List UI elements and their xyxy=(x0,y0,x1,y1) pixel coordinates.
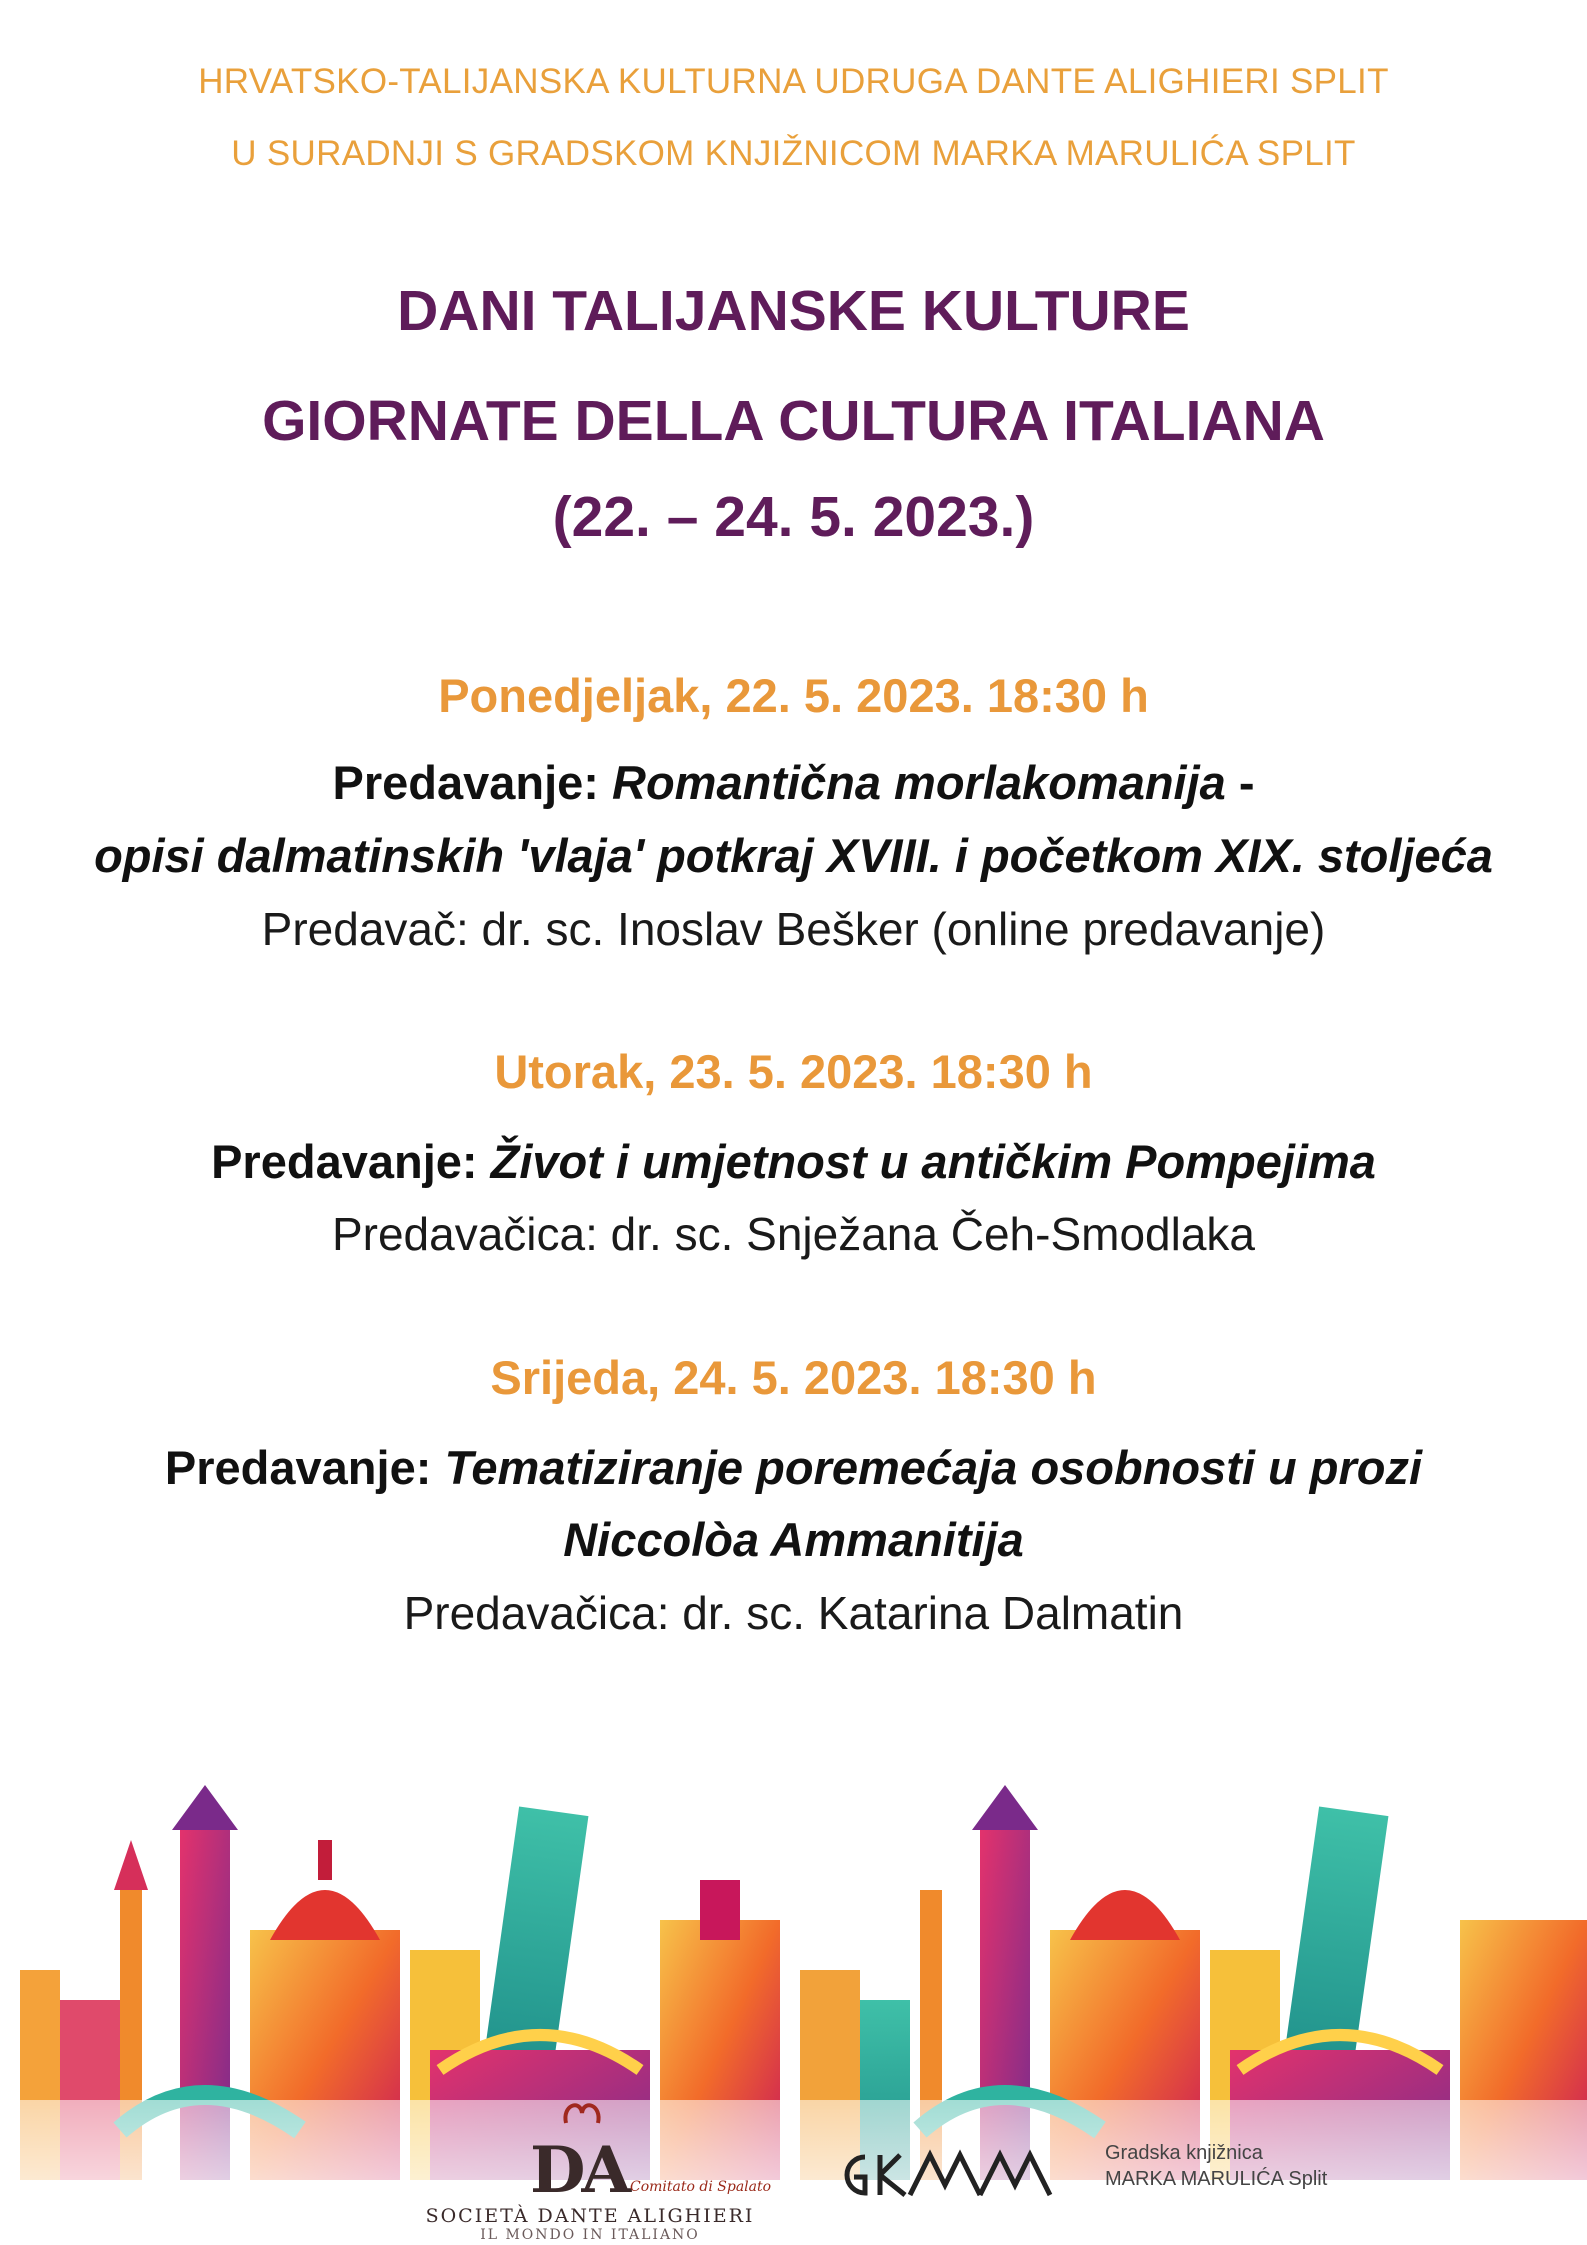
event-1-dash: - xyxy=(1225,756,1255,809)
dante-motto: IL MONDO IN ITALIANO xyxy=(480,2227,700,2243)
dante-logo-mark: DA xyxy=(530,2133,628,2208)
event-3-title-part-1: Tematiziranje poremećaja osobnosti u prozi xyxy=(444,1441,1423,1494)
org-line-1: HRVATSKO-TALIJANSKA KULTURNA UDRUGA DANTE ALIGHIERI SPLIT xyxy=(198,62,1389,101)
event-3-title-part-2: Niccolòa Ammanitija xyxy=(563,1513,1024,1566)
gkmm-logo-icon xyxy=(830,2145,1080,2205)
event-1-title-part-2: opisi dalmatinskih 'vlaja' potkraj XVIII. i početkom XIX. stoljeća xyxy=(94,829,1493,882)
footer-logos xyxy=(0,2095,1587,2245)
event-1-speaker: Predavač: dr. sc. Inoslav Bešker (online predavanje) xyxy=(261,903,1326,955)
event-3-prefix: Predavanje: xyxy=(164,1441,445,1494)
event-2-title: Život i umjetnost u antičkim Pompejima xyxy=(490,1135,1376,1188)
org-line-2: U SURADNJI S GRADSKOM KNJIŽNICOM MARKA MARULIĆA SPLIT xyxy=(231,134,1356,173)
library-name-line-1: Gradska knjižnica xyxy=(1105,2142,1263,2164)
library-logo-text xyxy=(1105,2140,1327,2192)
event-3-speaker: Predavačica: dr. sc. Katarina Dalmatin xyxy=(403,1587,1184,1639)
dante-ornament-icon xyxy=(560,2095,604,2131)
title-line-1: DANI TALIJANSKE KULTURE xyxy=(397,279,1190,343)
event-1-prefix: Predavanje: xyxy=(332,756,613,809)
event-1-lecture-line-1 xyxy=(0,755,1587,810)
event-3-lecture-line-2 xyxy=(0,1512,1587,1567)
event-1-day: Ponedjeljak, 22. 5. 2023. 18:30 h xyxy=(438,669,1149,722)
library-name-line-2: MARKA MARULIĆA Split xyxy=(1105,2168,1328,2190)
dante-comitato: Comitato di Spalato xyxy=(630,2179,772,2195)
title-line-2: GIORNATE DELLA CULTURA ITALIANA xyxy=(262,389,1325,453)
dante-alighieri-logo xyxy=(400,2095,780,2245)
title-dates: (22. – 24. 5. 2023.) xyxy=(552,485,1035,549)
event-1-lecture-line-2 xyxy=(0,828,1587,883)
event-1-title-part-1: Romantična morlakomanija xyxy=(612,756,1226,809)
event-2-day: Utorak, 23. 5. 2023. 18:30 h xyxy=(494,1045,1093,1098)
event-3-lecture-line-1 xyxy=(0,1440,1587,1495)
event-3-day: Srijeda, 24. 5. 2023. 18:30 h xyxy=(490,1351,1097,1404)
dante-society-name: SOCIETÀ DANTE ALIGHIERI xyxy=(425,2205,755,2227)
event-2-prefix: Predavanje: xyxy=(211,1135,491,1188)
event-2-lecture xyxy=(0,1134,1587,1189)
event-2-speaker: Predavačica: dr. sc. Snježana Čeh-Smodlaka xyxy=(331,1208,1256,1260)
